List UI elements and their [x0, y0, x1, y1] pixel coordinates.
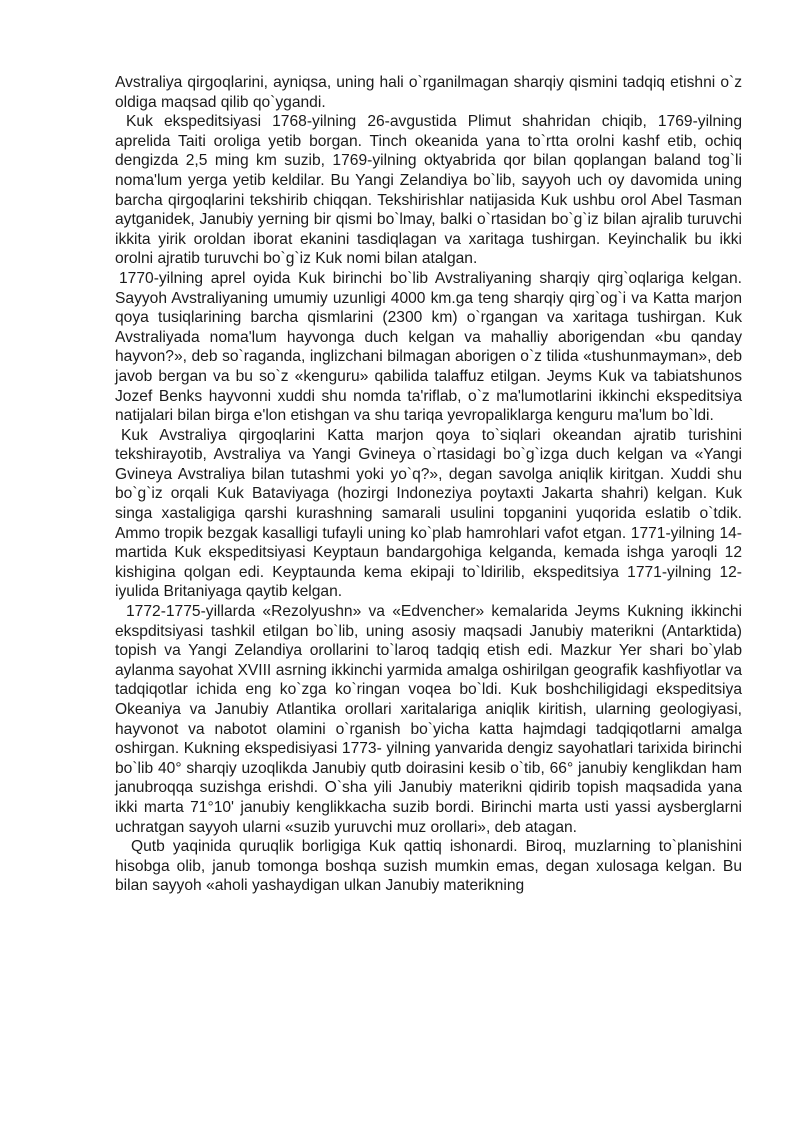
paragraph-first-expedition: Kuk ekspeditsiyasi 1768-yilning 26-avgustida Plimut shahridan chiqib, 1769-yilning aprelida Taiti oroliga yetib borgan. Tinch okeanida yana to`rtta orolni kashf etib, ochiq dengizda 2,5 ming km suzib, 1769-yilning oktyabrida qor bilan qoplangan baland tog`li noma'lum yerga yetib keldilar. Bu Yangi Zelandiya bo`lib, sayyoh uch oy davomida uning barcha qirgoqlarini tekshirib chiqqan. Tekshirishlar natijasida Kuk ushbu orol Abel Tasman aytganidek, Janubiy yerning bir qismi bo`lmay, balki o`rtasidan bo`g`iz bilan ajralib turuvchi ikkita yirik oroldan iborat ekanini tasdiqlagan va xaritaga tushirgan. Keyinchalik bu ikki orolni ajratib turuvchi bo`g`iz Kuk nomi bilan atalgan. [115, 113, 742, 268]
paragraph-australia-coast: 1770-yilning aprel oyida Kuk birinchi bo`lib Avstraliyaning sharqiy qirg`oqlariga kelgan. Sayyoh Avstraliyaning umumiy uzunligi 4000 km.ga teng sharqiy qirg`og`i va Katta marjon qoya tusiqlarining barcha qismlarini (2300 km) o`rgangan va xaritaga tushirgan. Kuk Avstraliyada noma'lum hayvonga duch kelgan va mahalliy aborigendan «bu qanday hayvon?», deb so`raganda, inglizchani bilmagan aborigen o`z tilida «tushunmayman», deb javob bergan va bu so`z «kenguru» qabilida talaffuz etilgan. Jeyms Kuk va tabiatshunos Jozef Benks hayvonni xuddi shu nomda ta'riflab, o`z ma'lumotlarini ikkinchi ekspeditsiya natijalari bilan birga e'lon etishgan va shu tariqa yevropaliklarga kenguru ma'lum bo`ldi. [115, 269, 742, 425]
paragraph-pole-land: Qutb yaqinida quruqlik borligiga Kuk qattiq ishonardi. Biroq, muzlarning to`planishini hisobga olib, janub tomonga boshqa suzish mumkin emas, degan xulosaga kelgan. Bu bilan sayyoh «aholi yashaydigan ulkan Janubiy materikning [115, 838, 742, 895]
paragraph-intro: Avstraliya qirgoqlarini, ayniqsa, uning hali o`rganilmagan sharqiy qismini tadqiq etishni o`z oldiga maqsad qilib qo`ygandi. [115, 74, 742, 111]
paragraph-second-expedition: 1772-1775-yillarda «Rezolyushn» va «Edvencher» kemalarida Jeyms Kukning ikkinchi ekspditsiyasi tashkil etilgan bo`lib, uning asosiy maqsadi Janubiy materikni (Antarktida) topish va Yangi Zelandiya orollarini to`laroq tadqiq etish edi. Mazkur Yer shari bo`ylab aylanma sayohat XVIII asrning ikkinchi yarmida amalga oshirilgan geografik kashfiyotlar va tadqiqotlar ichida eng ko`zga ko`ringan voqea bo`ldi. Kuk boshchiligidagi ekspeditsiya Okeaniya va Janubiy Atlantika orollari xaritalariga aniqlik kiritish, ularning geologiyasi, hayvonot va nabotot olamini o`rganish bo`yicha katta hajmdagi tadqiqotlarni amalga oshirgan. Kukning ekspedisiyasi 1773- yilning yanvarida dengiz sayohatlari tarixida birinchi bo`lib 40° sharqiy uzoqlikda Janubiy qutb doirasini kesib o`tib, 66° janubiy kenglikdan ham janubroqqa suzishga erishdi. O`sha yili Janubiy materikni qidirib topish maqsadida yana ikki marta 71°10' janubiy kenglikkacha suzib bordi. Birinchi marta usti yassi aysberglarni uchratgan sayyoh ularni «suzib yuruvchi muz orollari», deb atagan. [115, 603, 742, 836]
document-page [115, 73, 742, 896]
paragraph-new-guinea-strait: Kuk Avstraliya qirgoqlarini Katta marjon qoya to`siqlari okeandan ajratib turishini tekshirayotib, Avstraliya va Yangi Gvineya o`rtasidagi bo`g`izga duch kelgan va «Yangi Gvineya Avstraliya bilan tutashmi yoki yo`q?», degan savolga aniqlik kiritgan. Xuddi shu bo`g`iz orqali Kuk Bataviyaga (hozirgi Indoneziya poytaxti Jakarta shahri) kelgan. Kuk singa xastaligiga qarshi kurashning samarali usulini topganini yuqorida eslatib o`tdik. Ammo tropik bezgak kasalligi tufayli uning ko`plab hamrohlari vafot etgan. 1771-yilning 14-martida Kuk ekspeditsiyasi Keyptaun bandargohiga kelganda, kemada ishga yaroqli 12 kishigina qolgan edi. Keyptaunda kema ekipaji to`ldirilib, ekspeditsiya 1771-yilning 12-iyulida Britaniyaga qaytib kelgan. [115, 426, 742, 601]
